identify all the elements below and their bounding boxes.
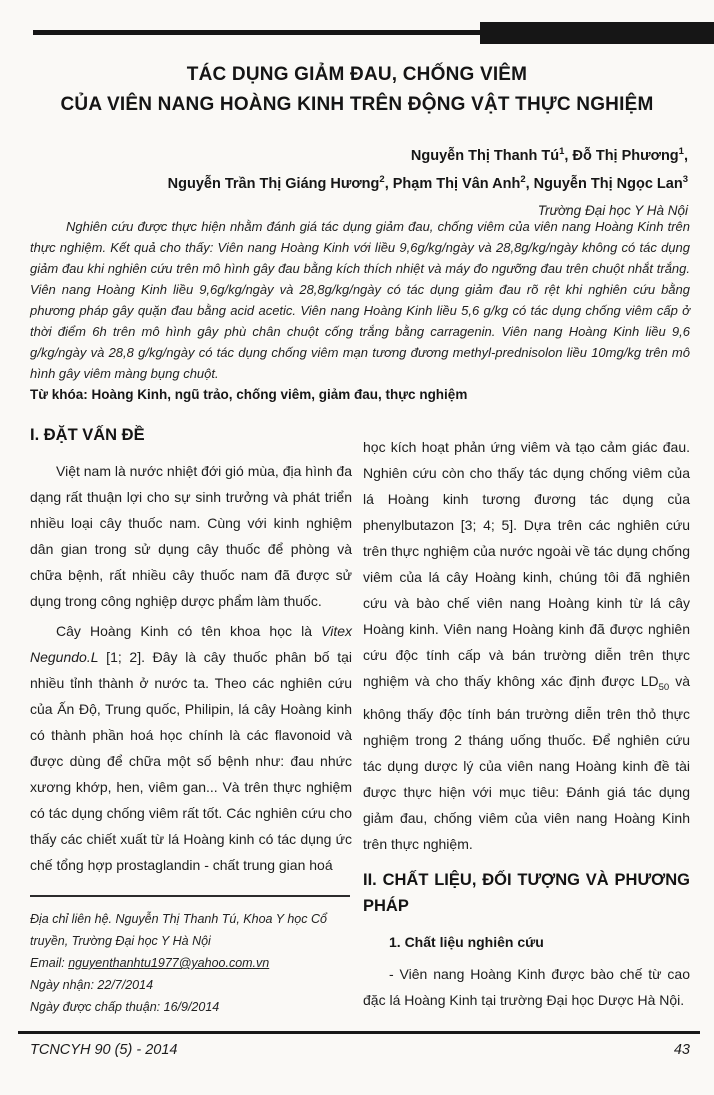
left-column [30,422,352,882]
contact-address-line: Địa chỉ liên hệ. Nguyễn Thị Thanh Tú, Khoa Y học Cổ truyền, Trường Đại học Y Hà Nội [30,912,327,948]
author-name: Phạm Thị Vân Anh [392,175,521,192]
author-separator: , [384,175,393,192]
email-label: Email: [30,956,69,970]
journal-reference: TCNCYH 90 (5) - 2014 [30,1042,178,1058]
author-name: Nguyễn Thị Ngọc Lan [533,175,683,192]
paragraph-text: [1; 2]. Đây là cây thuốc phân bố tại nhiều tỉnh thành ở nước ta. Theo các nghiên cứu của Ấn Độ, Trung quốc, Philipin, lá cây Hoàng kinh có thành phần hoá học chính là các flavonoid và được dùng để chữa một số bệnh như: đau nhức xương khớp, hen, viêm gan... Và trên thực nghiệm có tác dụng chống viêm rất tốt. Các nghiên cứu cho thấy các chiết xuất từ lá Hoàng kinh có tác dụng ức chế tổng hợp prostaglandin - chất trung gian hoá [30,649,352,873]
received-date-line: Ngày nhận: 22/7/2014 [30,978,154,992]
author-name: Đỗ Thị Phương [572,147,679,164]
authors-line-2 [30,168,688,196]
paragraph-text: học kích hoạt phản ứng viêm và tạo cảm giác đau. Nghiên cứu còn cho thấy tác dụng chống viêm của lá Hoàng kinh tương đương tác dụng của phenylbutazon [3; 4; 5]. Dựa trên các nghiên cứu trên thực nghiệm của nước ngoài về tác dụng chống viêm của lá cây Hoàng kinh, chúng tôi đã nghiên cứu và bào chế viên nang Hoàng kinh từ lá cây Hoàng kinh. Viên nang Hoàng kinh đã được nghiên cứu độc tính cấp và bán trường diễn trên thực nghiệm và cho thấy không xác định được LD [363,439,690,689]
latin-species-name: Vitex Negundo.L [30,623,352,665]
top-rule-thick [480,22,714,44]
author-affil-mark: 1 [559,146,565,157]
section-1-paragraph-1: Việt nam là nước nhiệt đới gió mùa, địa hình đa dạng rất thuận lợi cho sự sinh trưởng và phát triển nhiều loại cây thuốc nam. Cùng với kinh nghiệm dân gian trong sử dụng cây thuốc để phòng và chữa bệnh, rất nhiều cây thuốc nam đã được sử dụng trong công nghiệp dược phẩm làm thuốc. [30,463,352,609]
page-footer [30,1042,690,1058]
section-1-paragraph-2 [30,618,352,878]
authors-block [30,140,688,222]
ld50-subscript: 50 [658,681,670,693]
email-line [30,952,352,974]
paragraph-text: và không thấy độc tính bán trường diễn trên thỏ thực nghiệm trong 2 tháng uống thuốc. Để nghiên cứu tác dụng dược lý của viên nang Hoàng kinh đề tài được thực hiện với mục tiêu: Đánh giá tác dụng giảm đau, chống viêm của viên nang Hoàng Kinh trên thực nghiệm. [363,673,690,852]
section-1-heading: I. ĐẶT VẤN ĐỀ [30,426,145,444]
author-separator: , [525,175,534,192]
affiliation: Trường Đại học Y Hà Nội [537,202,688,218]
title-line-2: CỦA VIÊN NANG HOÀNG KINH TRÊN ĐỘNG VẬT THỰC NGHIỆM [60,94,654,115]
author-name: Nguyễn Trần Thị Giáng Hương [167,175,380,192]
paragraph-text: Cây Hoàng Kinh có tên khoa học là [56,623,322,639]
section-2-heading: II. CHẤT LIỆU, ĐỐI TƯỢNG VÀ PHƯƠNG PHÁP [363,870,690,915]
author-separator: , [564,147,573,164]
author-affil-mark: 1 [678,146,684,157]
footer-divider [18,1031,700,1034]
abstract-paragraph: Nghiên cứu được thực hiện nhằm đánh giá tác dụng giảm đau, chống viêm của viên nang Hoàng Kinh trên thực nghiệm. Kết quả cho thấy: Viên nang Hoàng Kinh với liều 9,6g/kg/ngày và 28,8g/kg/ngày không có tác dụng giảm đau khi nghiên cứu trên mô hình gây đau bằng kích thích nhiệt và máy đo ngưỡng đau trên chuột nhắt trắng. Viên nang Hoàng Kinh liều 9,6g/kg/ngày và 28,8g/kg/ngày có tác dụng giảm đau rõ rệt khi nghiên cứu bằng phương pháp gây quặn đau bằng acid acetic. Viên nang Hoàng Kinh liều 5,6 g/kg có tác dụng chống viêm cấp ở thời điểm 6h trên mô hình gây phù chân chuột cống trắng bằng carragenin. Viên nang Hoàng Kinh liều 9,6 g/kg/ngày và 28,8 g/kg/ngày có tác dụng chống viêm mạn tương đương methyl-prednisolon liều 10mg/kg trên mô hình gây viêm màng bụng chuột. [30,219,690,381]
authors-line-1 [30,140,688,168]
section-1-paragraph-continued [363,434,690,857]
page-number: 43 [673,1042,690,1058]
top-rule-thin [33,30,481,35]
section-2-paragraph-1: - Viên nang Hoàng Kinh được bào chế từ cao đặc lá Hoàng Kinh tại trường Đại học Dược Hà Nội. [363,965,690,1008]
author-affil-mark: 2 [379,173,385,185]
footnote-divider [30,895,350,897]
right-column [363,434,690,1017]
article-title [0,60,714,120]
footnote-block [30,908,352,1018]
accepted-date-line: Ngày được chấp thuận: 16/9/2014 [30,1000,220,1014]
author-affil-mark: 2 [520,173,526,185]
subsection-2-1-heading: 1. Chất liệu nghiên cứu [389,933,544,950]
author-affil-mark: 3 [682,173,688,185]
author-separator: , [683,147,688,164]
keywords-line: Từ khóa: Hoàng Kinh, ngũ trảo, chống viêm, giảm đau, thực nghiệm [30,387,468,402]
email-address: nguyenthanhtu1977@yahoo.com.vn [68,956,270,970]
title-line-1: TÁC DỤNG GIẢM ĐAU, CHỐNG VIÊM [186,64,528,85]
author-name: Nguyễn Thị Thanh Tú [410,147,560,164]
